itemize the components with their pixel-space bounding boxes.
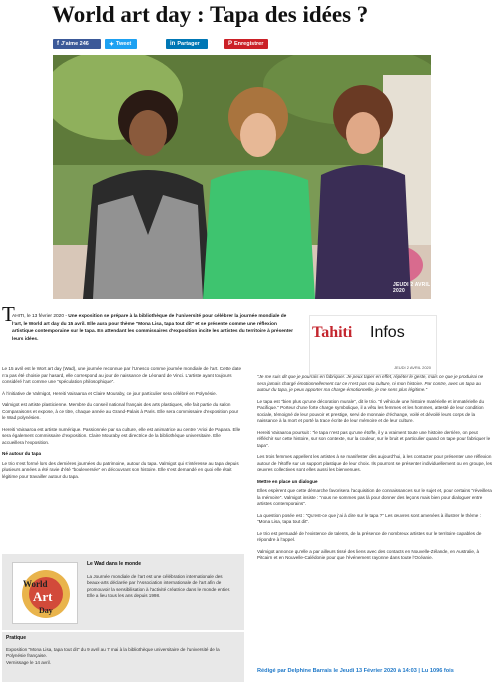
linkedin-icon: in [170,41,176,47]
left-paragraph: Hereiti Vairaaroa est artiste numérique. Passionnée par sa culture, elle est animatrice au centre ‘Arioi de Papara. Elle sera également commissaire d’exposition. Claire Mouraby est directrice de la bibliothèque universitaire. Elle accueillera l’exposition. [2,426,241,445]
twitter-icon: ✦ [109,41,115,48]
right-paragraph: Le trio est persuadé de l’existence de talents, de la présence de nombreux artistes sur le territoire capables de répondre à l’appel. [257,530,482,542]
right-column [257,374,493,567]
article-credit: Rédigé par Delphine Barrais le Jeudi 13 Février 2020 à 14:03 | Lu 1096 fois [257,668,454,674]
wad-info-box [2,554,244,630]
photo-illustration [53,55,431,299]
right-quote: "Je me suis dit que je pourrais en fabriquer. Je peux taper en effet, répéter le geste, mais ce que je produirai ne sera jamais chargé émotionnellement car ce n’est pas ma culture, ni mon histoire. Par contre, avec un tapa au autour du tapa, je peux apporter ma charge émotionnelle, je me sens plus légitime." [257,374,484,392]
article-lead [12,313,297,343]
logo-infos: Infos [370,324,405,341]
world-art-day-logo [12,562,78,624]
facebook-like-label: J’aime 246 [61,41,89,47]
linkedin-share-label: Partager [177,41,200,47]
right-paragraph: La question posée est : "Qu’est-ce que j’ai à dire sur le tapa ?" Les œuvres sont amenées à illustrer le thème : "Mona Lisa, tapa tout dit". [257,512,481,524]
pratique-text: Exposition "Mona Lisa, tapa tout dit" du 9 avril au 7 mai à la bibliothèque universitaire de l’université de la Polynésie française. Vernissage le 14 avril. [6,647,220,665]
facebook-icon: f [57,41,59,47]
left-subheading: Né autour du tapa [2,451,42,456]
pratique-box [2,632,244,682]
right-paragraph: Elles espèrent que cette démarche favorisera l’acquisition de connaissances sur le sujet et, pour certains "réveillera la mémoire". Valmigot insiste : "nous ne sommes pas là pour donner des leçons mais bien pour dialoguer entre artistes contemporains". [257,488,492,506]
left-paragraph: Le 15 avril est le Wort art day (Wad), une journée reconnue par l’Unesco comme journée mondiale de l’art. Cette date n’a pas été choisie par hasard, elle correspond au jour de naissance de Léonard de Vinci. L’artiste ayant toujours considéré l’art comme une "spéculation philosophique". [2,366,241,384]
right-paragraph: Hereiti Vairaaroa poursuit : "le tapa n’est pas qu’une étoffe, il y a vraiment toute une histoire derrière, on peut réfléchir sur cette histoire, sur son contexte, sur la couleur, sur le bruit et particulier quand on tape pour fabriquer le tapa". [257,429,491,448]
logo-date: JEUDI 2 AVRIL 2020 [394,365,431,370]
pinterest-save-button[interactable] [224,39,268,49]
left-paragraph: Le trio s’est formé lors des dernières journées du patrimoine, autour du tapa. Valmigot qui s’intéresse au tapa depuis plusieurs années a été ravie d’été "bouleversée" en découvrant son histoire. Elle s’est demandé en quoi elle était légitime pour travailler autour du tapa. [2,460,239,479]
lead-intro: AHITI, le 13 février 2020 - [12,314,69,319]
right-paragraph: Le tapa est "bien plus qu’une décoration murale", dit le trio. "Il véhicule une histoire matérielle et immatérielle du Pacifique." Porteur d’une forte charge symbolique, il a vêtu les femmes et les hommes, attesté de leur condition sociale, témoigné de leur pouvoir et prestige, servi de monnaie d’échange, voilé et dévoilé leurs corps de la naissance à la mort et porté la trace écrite de leur mémoire et de leur culture. [257,398,485,423]
right-paragraph: Les trois femmes appellent les artistes à se manifester dès aujourd’hui, à les contacter pour présenter une réflexion autour de l’étoffe sur un support plastique de leur choix. Ils pourront se présenter individuellement ou en groupe, les œuvres collectives sont elles aussi les bienvenues. [257,454,493,472]
tweet-label: Tweet [116,41,132,47]
pratique-heading: Pratique [6,635,27,641]
linkedin-share-button[interactable] [166,39,208,49]
box-text: La Journée mondiale de l’art est une célébration internationale des beaux-arts déclarée par l’Association internationale de l’art afin de promouvoir la sensibilisation à l’activité créatrice dans le monde entier. Elle a lieu tous les ans depuis 1998. [87,574,231,599]
lead-bold: Une exposition se prépare à la bibliothèque de l’université pour célébrer la journée mondiale de l’art, le World art day du 15 avril. Elle aura pour thème "Mona Lisa, tapa tout dit" et se présente comme une réflexion artistique contemporaine sur le tapa. En attendant les commissaires d’exposition incite les artistes du territoire à présenter leurs idées. [12,314,293,342]
logo-tahiti: Tahiti [312,324,353,341]
logo-word-world: World [23,579,48,589]
pinterest-icon: P [228,41,233,47]
right-subheading: Mettre en place un dialogue [257,478,318,484]
logo-word-day: Day [39,606,53,615]
tahiti-infos-logo [309,315,437,375]
right-paragraph: Valmigot annonce qu’elle a par ailleurs tissé des liens avec des contacts en Nouvelle-Zélande, en Australie, à Pitcairn et en Nouvelle-Calédonie pour que l’événement rayonne dans toute l’Océanie. [257,548,480,560]
article-title: World art day : Tapa des idées ? [52,2,369,27]
drop-cap: T [2,302,15,326]
facebook-like-button[interactable] [53,39,101,49]
tweet-button[interactable] [105,39,137,49]
left-column [2,366,242,485]
box-heading: Le Wad dans le monde [87,561,141,567]
logo-word-art: Art [33,589,53,604]
pinterest-save-label: Enregistrer [234,41,264,47]
photo-date-caption: JEUDI 2 AVRIL 2020 [393,282,431,294]
article-photo [53,55,431,299]
left-paragraph: Valmigot est artiste plasticienne. Membre du conseil national français des arts plastiques, elle fait partie du salon Comparaisons et expose, à ce titre, chaque année au Grand-Palais à Paris. Elle sera commissaire d’exposition pour le Wad polynésien. [2,402,239,420]
left-paragraph: À l’initiative de Valmigot, Hereiti Vairaaroa et Claire Mouraby, ce jour particulier sera célébré en Polynésie. [2,390,217,396]
